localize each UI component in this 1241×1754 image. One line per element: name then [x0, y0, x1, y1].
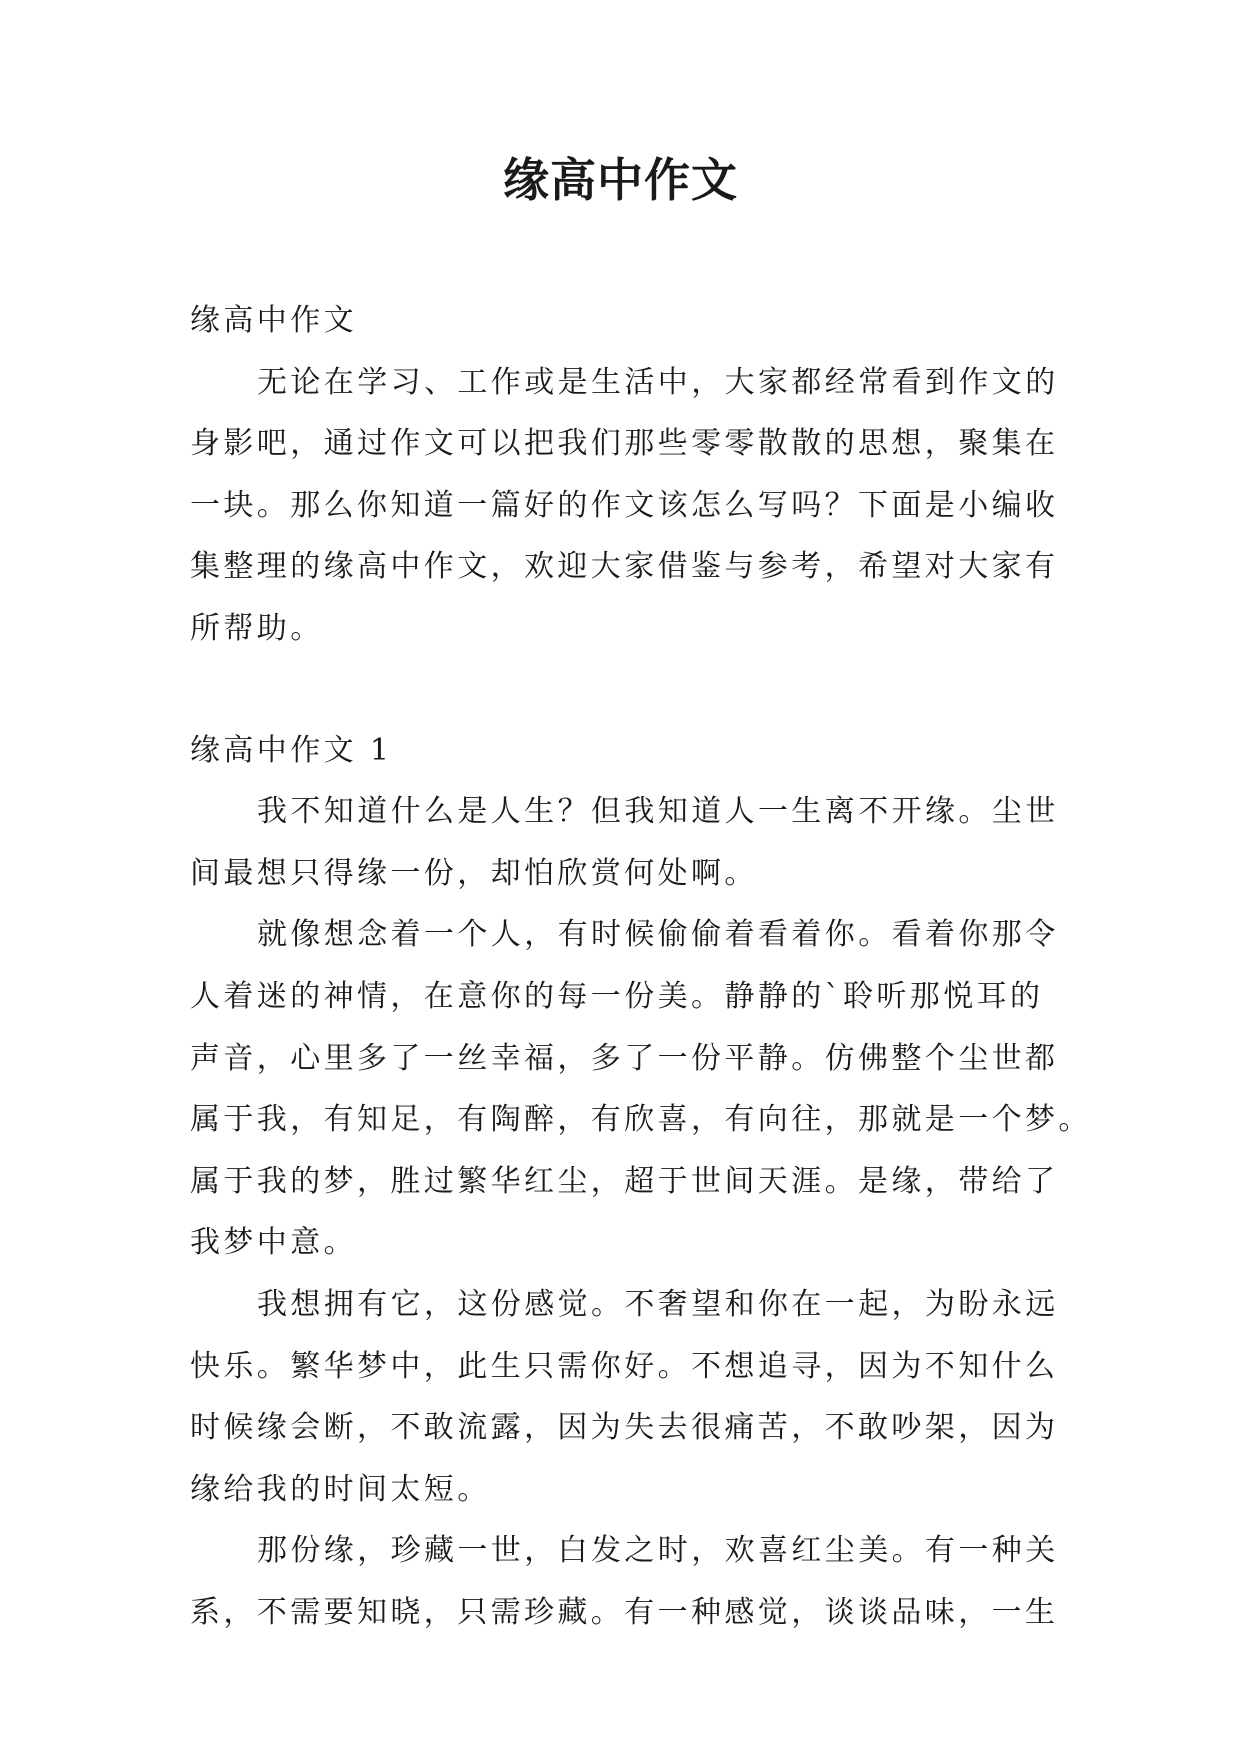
paragraph-line: 那份缘，珍藏一世，白发之时，欢喜红尘美。有一种关 [257, 1533, 1059, 1569]
paragraph-line: 就像想念着一个人，有时候偷偷着看着你。看着你那令 [257, 917, 1059, 953]
paragraph-line: 间最想只得缘一份，却怕欣赏何处啊。 [190, 855, 758, 891]
paragraph-line: 我想拥有它，这份感觉。不奢望和你在一起，为盼永远 [257, 1286, 1059, 1322]
paragraph-line: 系，不需要知晓，只需珍藏。有一种感觉，谈谈品味，一生 [190, 1594, 1059, 1630]
paragraph-line: 属于我的梦，胜过繁华红尘，超于世间天涯。是缘，带给了 [190, 1163, 1059, 1199]
essay-paragraph [190, 904, 1092, 1274]
section-spacer [190, 660, 1052, 720]
essay-paragraph [190, 781, 1059, 904]
document-title: 缘高中作文 [503, 153, 738, 207]
paragraph-line: 缘给我的时间太短。 [190, 1471, 491, 1507]
paragraph-line: 我不知道什么是人生？但我知道人一生离不开缘。尘世 [257, 794, 1059, 830]
paragraph-line: 身影吧，通过作文可以把我们那些零零散散的思想，聚集在 [190, 426, 1059, 462]
paragraph-line: 我梦中意。 [190, 1225, 357, 1261]
paragraph-line: 无论在学习、工作或是生活中，大家都经常看到作文的 [257, 364, 1059, 400]
paragraph-line: 快乐。繁华梦中，此生只需你好。不想追寻，因为不知什么 [190, 1348, 1059, 1384]
essay-paragraph [190, 1520, 1059, 1643]
intro-heading: 缘高中作文 [190, 303, 357, 338]
paragraph-line: 属于我，有知足，有陶醉，有欣喜，有向往，那就是一个梦。 [190, 1102, 1092, 1138]
paragraph-line: 人着迷的神情，在意你的每一份美。静静的`聆听那悦耳的 [190, 978, 1044, 1014]
essay-paragraph [190, 1274, 1059, 1520]
paragraph-line: 集整理的缘高中作文，欢迎大家借鉴与参考，希望对大家有 [190, 549, 1059, 585]
essay-heading: 缘高中作文 1 [190, 732, 393, 768]
intro-paragraph [190, 352, 1059, 660]
paragraph-line: 声音，心里多了一丝幸福，多了一份平静。仿佛整个尘世都 [190, 1040, 1059, 1076]
paragraph-line: 一块。那么你知道一篇好的作文该怎么写吗？下面是小编收 [190, 487, 1059, 523]
paragraph-line: 所帮助。 [190, 610, 324, 646]
paragraph-line: 时候缘会断，不敢流露，因为失去很痛苦，不敢吵架，因为 [190, 1410, 1059, 1446]
document-body [190, 290, 1092, 1643]
